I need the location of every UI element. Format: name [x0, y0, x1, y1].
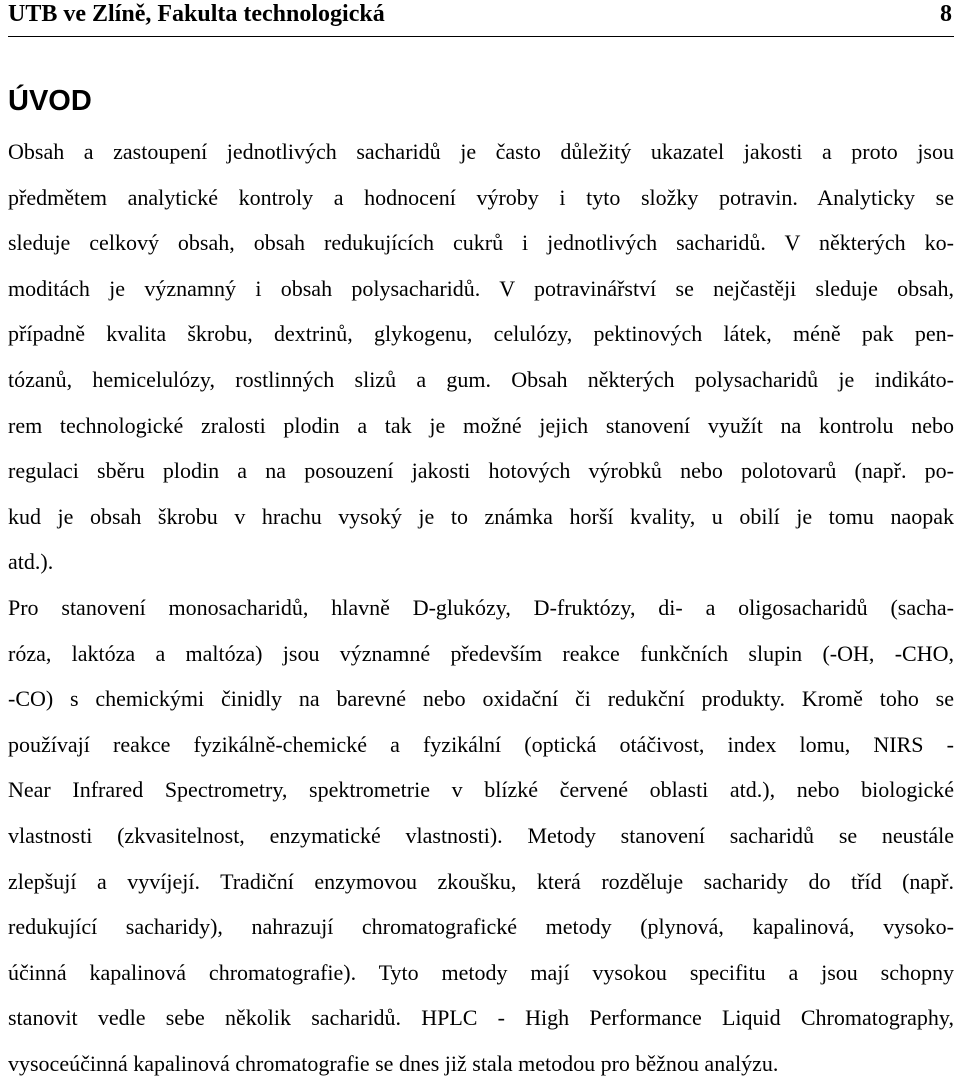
text-line: Obsah a zastoupení jednotlivých sacharidů je často důležitý ukazatel jakosti a proto jsou [8, 139, 954, 164]
text-line: Pro stanovení monosacharidů, hlavně D-glukózy, D-fruktózy, di- a oligosacharidů (sacha- [8, 594, 954, 620]
text-line: používají reakce fyzikálně-chemické a fyzikální (optická otáčivost, index lomu, NIRS - [8, 731, 954, 757]
text-line: tózanů, hemicelulózy, rostlinných slizů a gum. Obsah některých polysacharidů je indikáto- [8, 366, 954, 392]
text-line: regulaci sběru plodin a na posouzení jakosti hotových výrobků nebo polotovarů (např. po- [8, 458, 954, 484]
text-line: účinná kapalinová chromatografie). Tyto metody mají vysokou specifitu a jsou schopny [8, 959, 954, 985]
page-number: 8 [940, 1, 952, 27]
text-line: předmětem analytické kontroly a hodnocení výroby i tyto složky potravin. Analyticky se [8, 184, 954, 210]
text-line: případně kvalita škrobu, dextrinů, glykogenu, celulózy, pektinových látek, méně pak pen- [8, 321, 954, 347]
text-line: zlepšují a vyvíjejí. Tradiční enzymovou zkoušku, která rozděluje sacharidy do tříd (např. [8, 868, 954, 894]
text-line: redukující sacharidy), nahrazují chromatografické metody (plynová, kapalinová, vysoko- [8, 914, 954, 940]
text-line: róza, laktóza a maltóza) jsou významné především reakce funkčních slupin (-OH, -CHO, [8, 640, 954, 666]
document-page [8, 0, 954, 1086]
text-line: moditách je významný i obsah polysacharidů. V potravinářství se nejčastěji sleduje obsah, [8, 275, 954, 301]
paragraph-1 [8, 129, 954, 585]
text-line: vlastnosti (zkvasitelnost, enzymatické vlastnosti). Metody stanovení sacharidů se neustále [8, 822, 954, 848]
text-line: sleduje celkový obsah, obsah redukujících cukrů i jednotlivých sacharidů. V některých ko- [8, 230, 954, 256]
text-line: vysoceúčinná kapalinová chromatografie se dnes již stala metodou pro běžnou analýzu. [8, 1050, 779, 1076]
section-title: ÚVOD [8, 85, 92, 117]
text-line: atd.). [8, 549, 54, 575]
paragraph-2 [8, 585, 954, 1087]
body-text [8, 129, 954, 1086]
running-header [8, 0, 954, 37]
text-line: Near Infrared Spectrometry, spektrometrie v blízké červené oblasti atd.), nebo biologické [8, 777, 954, 803]
text-line: stanovit vedle sebe několik sacharidů. HPLC - High Performance Liquid Chromatography, [8, 1005, 954, 1031]
header-school-name: UTB ve Zlíně, Fakulta technologická [8, 1, 385, 27]
text-line: kud je obsah škrobu v hrachu vysoký je to známka horší kvality, u obilí je tomu naopak [8, 503, 954, 529]
text-line: -CO) s chemickými činidly na barevné nebo oxidační či redukční produkty. Kromě toho se [8, 686, 954, 712]
text-line: rem technologické zralosti plodin a tak je možné jejich stanovení využít na kontrolu nebo [8, 412, 954, 438]
